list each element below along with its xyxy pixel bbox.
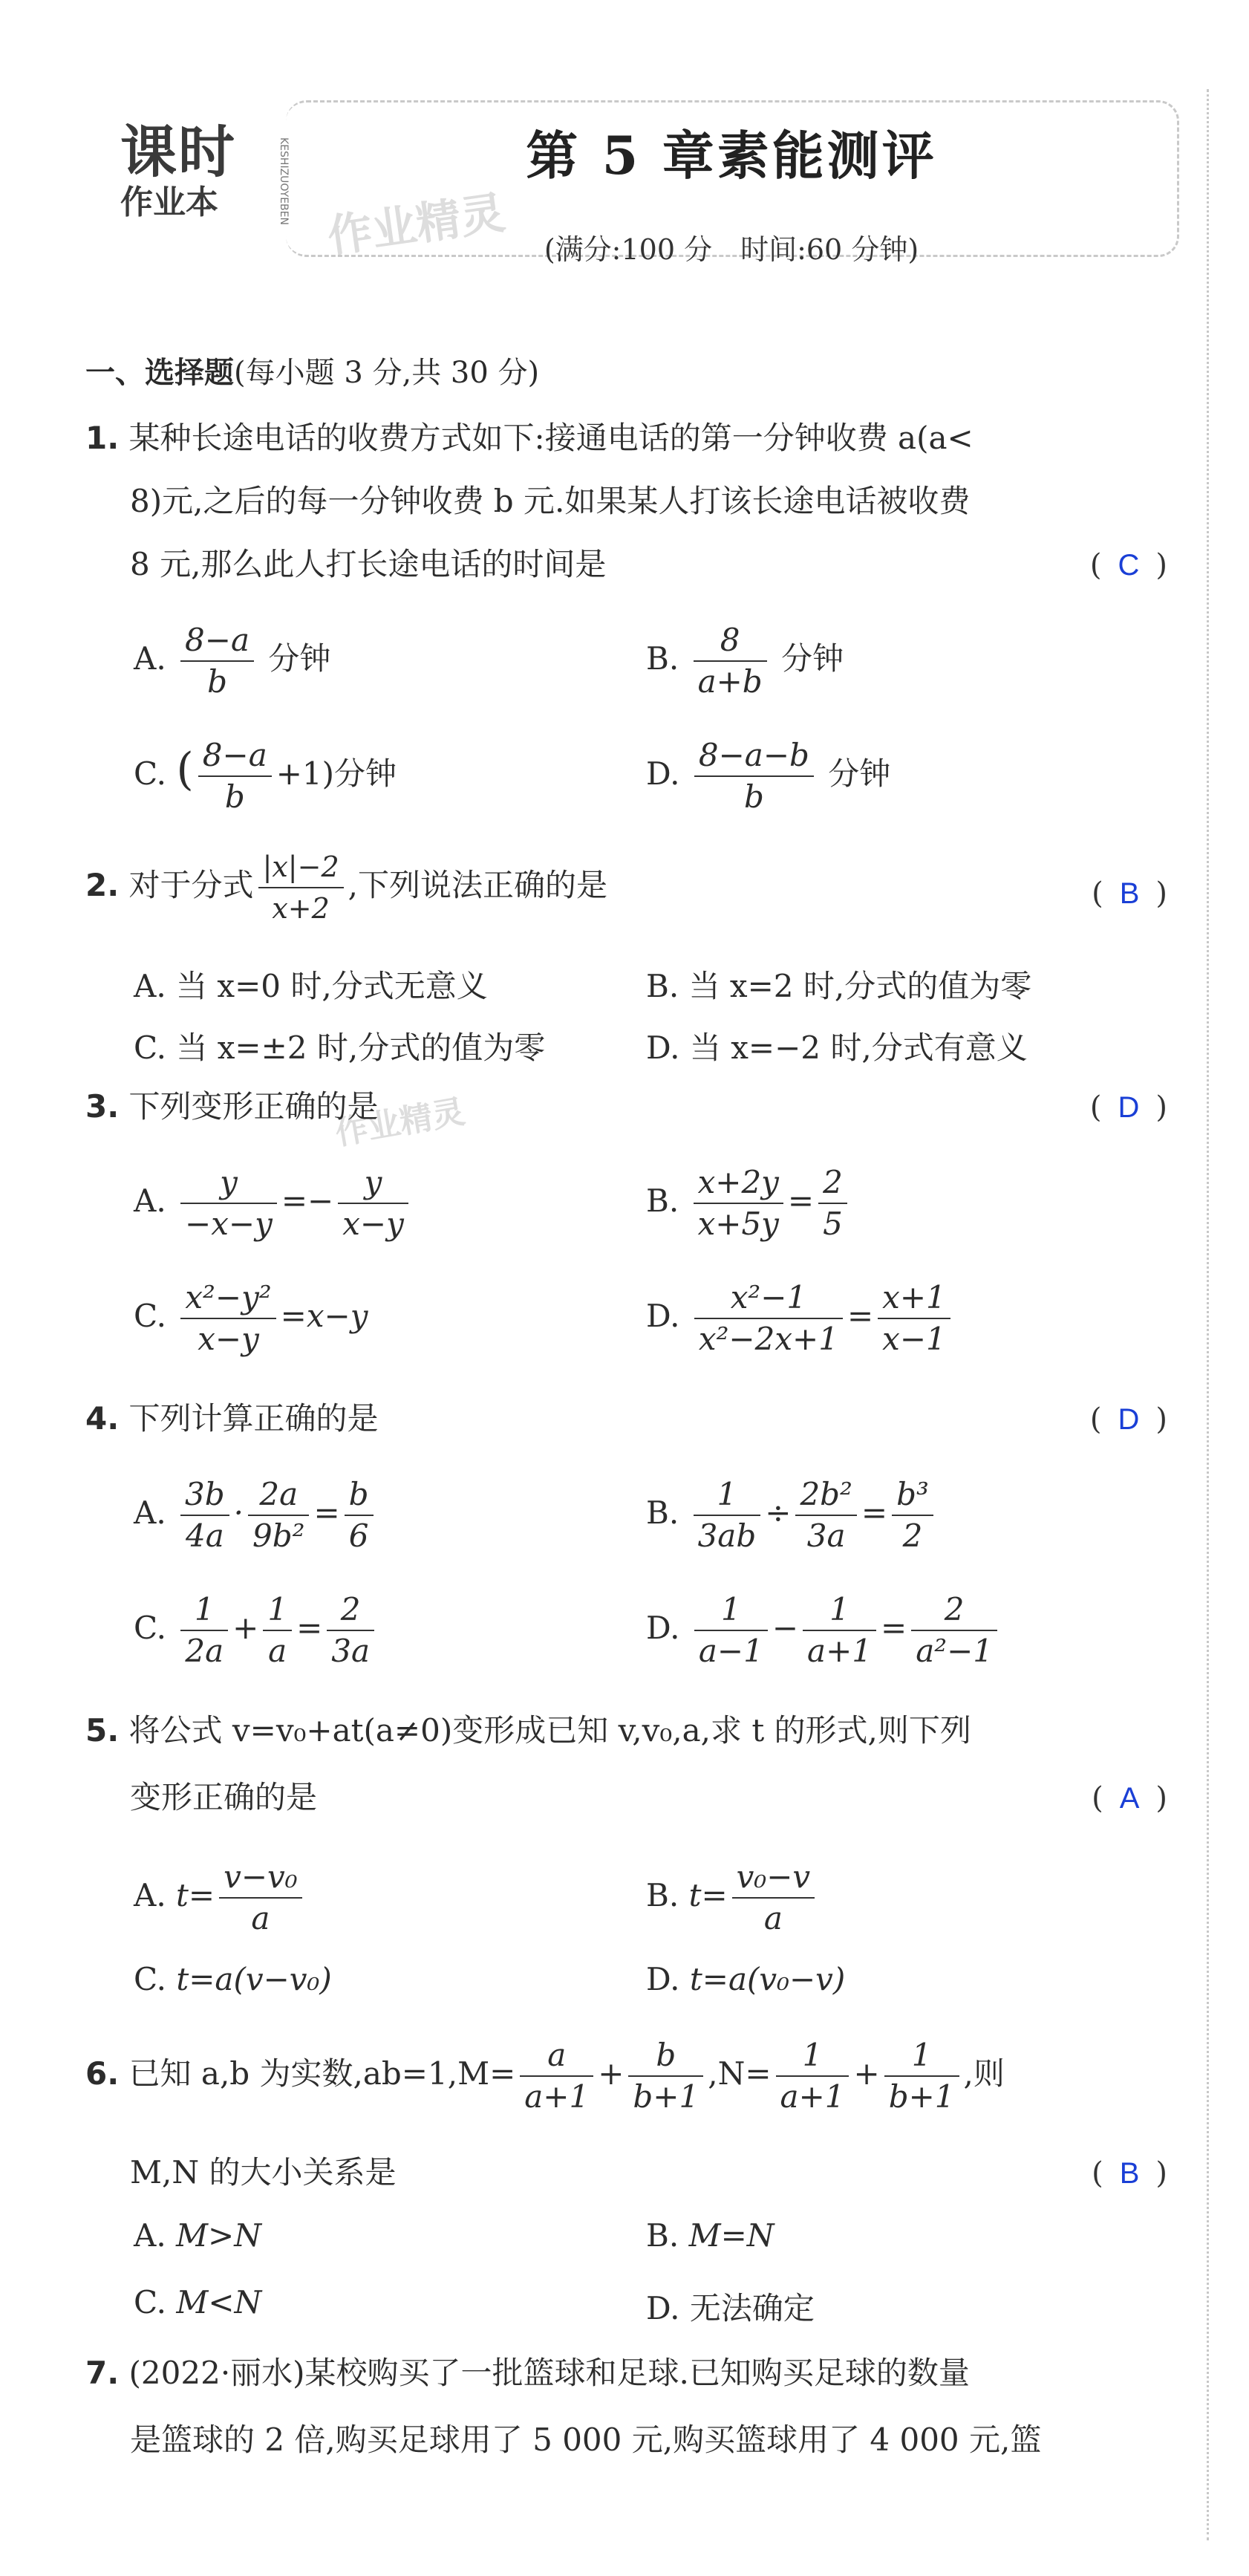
fraction: [795, 1474, 856, 1556]
question-text: 下列计算正确的是: [128, 1400, 379, 1437]
option-d: [646, 2284, 815, 2329]
option-tail: =x−y: [280, 1298, 368, 1334]
option-c: [134, 1278, 368, 1359]
fraction: [180, 620, 254, 702]
question-text: 某种长途电话的收费方式如下:接通电话的第一分钟收费 a(a<: [128, 420, 974, 456]
option-label: D.: [646, 2290, 680, 2326]
operator: +: [598, 2055, 624, 2092]
option-d: [646, 1278, 955, 1359]
option-a: [134, 1162, 413, 1244]
option-label: D.: [646, 1298, 680, 1334]
denominator: a+b: [697, 663, 763, 700]
question-number: 5.: [85, 1712, 120, 1749]
question-4-line: [85, 1396, 379, 1441]
book-logo: [120, 119, 290, 241]
denominator: x−1: [882, 1321, 946, 1357]
fraction: [878, 1278, 950, 1359]
option-text: 当 x=0 时,分式无意义: [176, 968, 488, 1004]
denominator: a−1: [698, 1633, 763, 1669]
operator: ÷: [765, 1494, 792, 1531]
fraction: [694, 1474, 761, 1556]
option-label: B.: [646, 1183, 679, 1219]
section-heading: [85, 349, 539, 391]
option-text: t=a(v−v₀): [176, 1961, 332, 1997]
option-a: [134, 620, 330, 702]
numerator: 1: [884, 2035, 959, 2077]
option-label: B.: [646, 1494, 679, 1531]
option-text: t=a(v₀−v): [689, 1961, 846, 1997]
option-label: C.: [134, 1610, 166, 1646]
option-tail: 分钟: [781, 640, 844, 677]
option-label: C.: [134, 755, 166, 792]
fraction: [180, 1162, 277, 1244]
question-2-line: [85, 847, 607, 928]
fraction: [628, 2035, 703, 2117]
option-label: B.: [646, 2217, 679, 2254]
numerator: 1: [694, 1474, 761, 1516]
question-text: ,下列说法正确的是: [348, 867, 607, 903]
fraction: [694, 1590, 768, 1671]
numerator: 2: [818, 1162, 847, 1204]
page-edge-divider: [1207, 89, 1209, 2540]
option-text: 无法确定: [689, 2290, 815, 2326]
option-text: 当 x=±2 时,分式的值为零: [176, 1030, 546, 1066]
option-c: [134, 2284, 261, 2320]
operator: =: [861, 1494, 888, 1531]
fraction: [198, 735, 272, 817]
numerator: v−v₀: [219, 1857, 301, 1899]
numerator: 8−a: [198, 735, 272, 777]
fraction: [248, 1474, 309, 1556]
denominator: x−y: [198, 1321, 259, 1357]
option-label: D.: [646, 1030, 680, 1066]
section-label: 一、选择题: [85, 356, 234, 390]
logo-title: 课时: [120, 119, 236, 185]
numerator: 1: [803, 1590, 876, 1631]
answer-bracket: ( B ): [1092, 2156, 1167, 2190]
question-text: 已知 a,b 为实数,ab=1,M=: [128, 2055, 516, 2092]
option-b: [646, 962, 1031, 1006]
numerator: a: [520, 2035, 593, 2077]
question-3-line: [85, 1084, 379, 1129]
fraction: [694, 1162, 783, 1244]
denominator: x+2: [272, 892, 330, 925]
option-text: 当 x=−2 时,分式有意义: [689, 1030, 1028, 1066]
page-title: 第 5 章素能测评: [526, 125, 937, 186]
answer-value: B: [1119, 2157, 1140, 2190]
option-label: A.: [134, 1183, 166, 1219]
numerator: b³: [892, 1474, 933, 1516]
fraction: [263, 1590, 292, 1671]
question-text: (2022·丽水)某校购买了一批篮球和足球.已知购买足球的数量: [128, 2355, 970, 2391]
numerator: y: [180, 1162, 277, 1204]
fraction: [327, 1590, 374, 1671]
fraction: [892, 1474, 933, 1556]
option-d: [646, 1590, 1002, 1671]
fraction: [884, 2035, 959, 2117]
option-a: [134, 962, 488, 1006]
option-text: 当 x=2 时,分式的值为零: [688, 968, 1032, 1004]
answer-value: A: [1119, 1782, 1140, 1815]
denominator: x+5y: [697, 1206, 779, 1242]
option-label: A.: [134, 1877, 166, 1913]
question-text: ,N=: [708, 2055, 772, 2092]
question-number: 2.: [85, 867, 120, 903]
denominator: a: [251, 1900, 270, 1936]
numerator: b: [345, 1474, 374, 1516]
operator: =: [313, 1494, 340, 1531]
question-number: 4.: [85, 1400, 120, 1437]
option-a: [134, 1857, 307, 1939]
numerator: 8−a−b: [694, 735, 814, 777]
numerator: 8: [694, 620, 767, 662]
fraction: [345, 1474, 374, 1556]
answer-value: D: [1118, 1091, 1140, 1124]
denominator: a²−1: [916, 1633, 993, 1669]
option-d: [646, 735, 890, 817]
question-7-line: 是篮球的 2 倍,购买足球用了 5 000 元,购买篮球用了 4 000 元,篮: [130, 2421, 1042, 2458]
question-1-line: 8)元,之后的每一分钟收费 b 元.如果某人打该长途电话被收费: [130, 483, 971, 519]
option-text: M<N: [176, 2284, 262, 2320]
denominator: 9b²: [252, 1518, 305, 1554]
operator: =: [787, 1183, 815, 1219]
numerator: x+2y: [694, 1162, 783, 1204]
option-c: [134, 1961, 332, 1997]
numerator: 3b: [180, 1474, 229, 1516]
denominator: b: [224, 778, 245, 815]
denominator: a+1: [807, 1633, 872, 1669]
numerator: v₀−v: [732, 1857, 815, 1899]
question-text: 将公式 v=v₀+at(a≠0)变形成已知 v,v₀,a,求 t 的形式,则下列: [128, 1712, 971, 1749]
fraction: [180, 1474, 229, 1556]
option-label: A.: [134, 2217, 166, 2254]
question-number: 1.: [85, 420, 120, 456]
option-b: [646, 1474, 938, 1556]
fraction: [732, 1857, 815, 1939]
denominator: a: [763, 1900, 783, 1936]
denominator: 2a: [185, 1633, 224, 1669]
fraction: [911, 1590, 997, 1671]
option-label: A.: [134, 968, 166, 1004]
option-c: [134, 735, 397, 817]
question-1-line: [85, 416, 974, 461]
option-label: C.: [134, 2284, 166, 2320]
operator: +: [853, 2055, 880, 2092]
option-label: B.: [646, 640, 679, 677]
option-label: C.: [134, 1961, 166, 1997]
option-d: [646, 1961, 845, 1997]
question-5-line: [85, 1708, 971, 1753]
operator: =: [296, 1610, 323, 1646]
denominator: a+1: [780, 2078, 845, 2115]
option-label: C.: [134, 1030, 166, 1066]
answer-bracket: ( B ): [1092, 876, 1167, 911]
numerator: 2: [327, 1590, 374, 1631]
question-text: 对于分式: [128, 867, 254, 903]
numerator: 2b²: [795, 1474, 856, 1516]
denominator: 2: [902, 1518, 923, 1554]
denominator: x−y: [342, 1206, 404, 1242]
question-number: 7.: [85, 2355, 120, 2391]
numerator: 2: [911, 1590, 997, 1631]
numerator: 8−a: [180, 620, 254, 662]
fraction: [803, 1590, 876, 1671]
option-label: D.: [646, 755, 680, 792]
denominator: x²−2x+1: [698, 1321, 838, 1357]
fraction: [180, 1590, 228, 1671]
operator: ·: [233, 1494, 244, 1531]
option-a: [134, 1474, 378, 1556]
fraction: [338, 1162, 408, 1244]
fraction: [694, 1278, 843, 1359]
denominator: 5: [823, 1206, 843, 1242]
answer-bracket: ( C ): [1089, 548, 1167, 582]
option-label: C.: [134, 1298, 166, 1334]
option-c: [134, 1024, 545, 1068]
question-6-line: M,N 的大小关系是: [130, 2154, 397, 2190]
fraction: [219, 1857, 301, 1939]
question-7-line: [85, 2351, 970, 2396]
denominator: a+1: [524, 2078, 590, 2115]
option-tail: +1)分钟: [275, 755, 397, 792]
option-tail: 分钟: [268, 640, 331, 677]
denominator: b+1: [888, 2078, 955, 2115]
numerator: y: [338, 1162, 408, 1204]
denominator: 4a: [185, 1518, 224, 1554]
answer-value: B: [1119, 877, 1140, 910]
fraction: [520, 2035, 593, 2117]
question-number: 6.: [85, 2055, 120, 2092]
numerator: x²−1: [694, 1278, 843, 1319]
answer-bracket: ( D ): [1089, 1402, 1167, 1437]
watermark: 作业精灵: [332, 1093, 468, 1153]
numerator: |x|−2: [258, 847, 344, 888]
page-subtitle: (满分:100 分 时间:60 分钟): [544, 233, 919, 266]
question-number: 3.: [85, 1088, 120, 1125]
denominator: 6: [348, 1518, 369, 1554]
option-label: A.: [134, 1494, 166, 1531]
option-b: [646, 2217, 774, 2254]
denominator: 3ab: [697, 1518, 757, 1554]
option-prefix: (: [176, 744, 194, 796]
option-label: A.: [134, 640, 166, 677]
operator: +: [232, 1610, 259, 1646]
numerator: 2a: [248, 1474, 309, 1516]
answer-bracket: ( D ): [1089, 1090, 1167, 1125]
numerator: 1: [180, 1590, 228, 1631]
option-b: [646, 1857, 819, 1939]
numerator: 1: [263, 1590, 292, 1631]
question-6-line: [85, 2035, 1005, 2117]
option-prefix: t=: [176, 1877, 215, 1913]
watermark: 作业精灵: [324, 186, 509, 264]
operator: =: [881, 1610, 907, 1646]
option-b: [646, 620, 844, 702]
option-label: D.: [646, 1610, 680, 1646]
denominator: b: [207, 663, 227, 700]
denominator: b+1: [633, 2078, 699, 2115]
numerator: 1: [694, 1590, 768, 1631]
fraction: [776, 2035, 849, 2117]
logo-subtitle: 作业本: [120, 183, 218, 221]
denominator: a: [268, 1633, 287, 1669]
option-label: B.: [646, 1877, 679, 1913]
option-tail: 分钟: [828, 755, 891, 792]
operator: =−: [281, 1183, 334, 1219]
option-b: [646, 1162, 852, 1244]
denominator: −x−y: [185, 1206, 273, 1242]
question-5-line: 变形正确的是: [130, 1779, 318, 1815]
logo-vertical-text: KESHIZUOYEBEN: [278, 137, 290, 225]
option-label: D.: [646, 1961, 680, 1997]
answer-bracket: ( A ): [1092, 1781, 1167, 1815]
numerator: x²−y²: [180, 1278, 275, 1319]
option-a: [134, 2217, 261, 2254]
answer-value: D: [1118, 1403, 1140, 1436]
option-d: [646, 1024, 1028, 1068]
fraction: [180, 1278, 275, 1359]
option-label: B.: [646, 968, 679, 1004]
operator: −: [772, 1610, 799, 1646]
numerator: 1: [776, 2035, 849, 2077]
option-prefix: t=: [688, 1877, 728, 1913]
operator: =: [847, 1298, 874, 1334]
question-text: 下列变形正确的是: [128, 1088, 379, 1125]
fraction: [694, 735, 814, 817]
question-text: ,则: [963, 2055, 1005, 2092]
option-c: [134, 1590, 379, 1671]
numerator: x+1: [878, 1278, 950, 1319]
fraction: [258, 847, 344, 928]
denominator: b: [743, 778, 764, 815]
denominator: 3a: [806, 1518, 846, 1554]
option-text: M>N: [176, 2217, 261, 2254]
denominator: 3a: [331, 1633, 371, 1669]
fraction: [694, 620, 767, 702]
numerator: b: [628, 2035, 703, 2077]
answer-value: C: [1118, 549, 1140, 582]
section-note: (每小题 3 分,共 30 分): [234, 356, 540, 390]
fraction: [818, 1162, 847, 1244]
question-1-line: 8 元,那么此人打长途电话的时间是: [130, 546, 607, 582]
option-text: M=N: [688, 2217, 774, 2254]
